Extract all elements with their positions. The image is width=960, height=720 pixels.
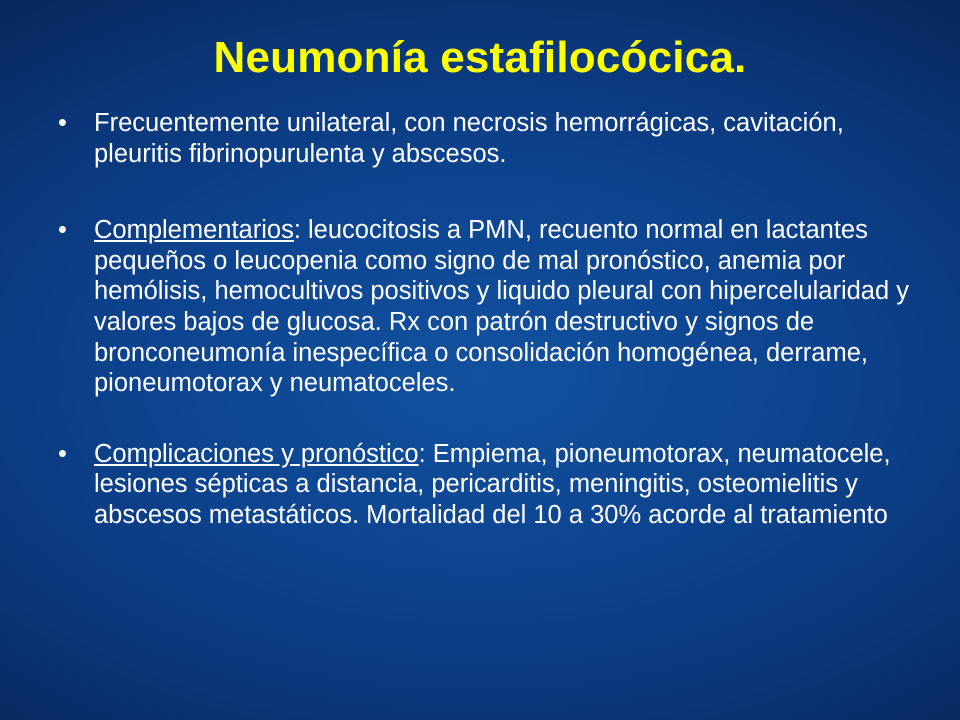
list-item-text: : Empiema, pioneumotorax, neumatocele, lesiones sépticas a distancia, pericarditis, meningitis, osteomielitis y abscesos metastáticos. Mortalidad del 10 a 30% acorde al tratamiento bbox=[94, 439, 891, 529]
bullet-marker-icon: • bbox=[58, 216, 67, 245]
bullet-marker-icon: • bbox=[58, 439, 67, 468]
bullet-list bbox=[50, 108, 930, 531]
list-item bbox=[50, 215, 930, 399]
list-item-lead: Complicaciones y pronóstico bbox=[94, 439, 419, 468]
list-item-text: : leucocitosis a PMN, recuento normal en lactantes pequeños o leucopenia como signo de mal pronóstico, anemia por hemólisis, hemocultivos positivos y liquido pleural con hipercelularidad y valores bajos de glucosa. Rx con patrón destructivo y signos de bronconeumonía inespecífica o consolidación homogénea, derrame, pioneumotorax y neumatoceles. bbox=[94, 216, 909, 398]
list-item-lead: Complementarios bbox=[94, 216, 294, 245]
list-item bbox=[50, 108, 930, 169]
spacer bbox=[50, 399, 930, 439]
bullet-marker-icon: • bbox=[58, 109, 67, 137]
list-item-text: Frecuentemente unilateral, con necrosis hemorrágicas, cavitación, pleuritis fibrinopurulenta y abscesos. bbox=[94, 109, 844, 168]
list-item bbox=[50, 439, 930, 531]
slide-title: Neumonía estafilocócica. bbox=[213, 33, 747, 82]
spacer bbox=[50, 169, 930, 215]
